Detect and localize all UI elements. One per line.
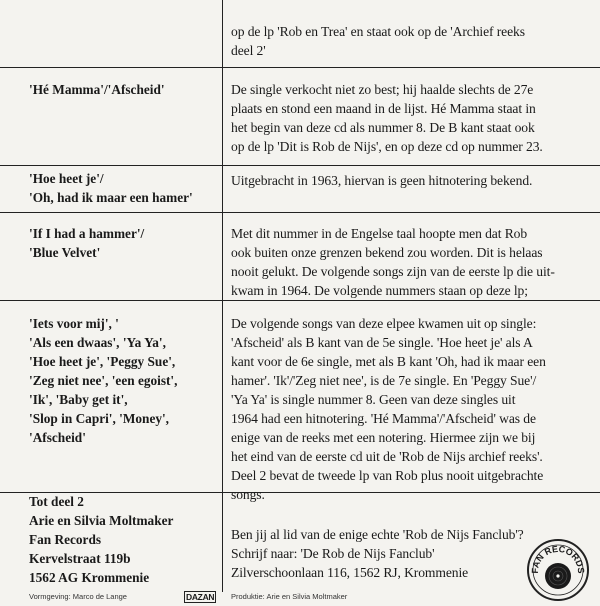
production-credit: Produktie: Arie en Silvia Moltmaker <box>231 592 348 601</box>
column-divider <box>222 0 223 592</box>
section-divider <box>0 300 600 301</box>
section-text: De volgende songs van deze elpee kwamen uit op single: 'Afscheid' als B kant van de 5e single. 'Hoe heet je' als A kant voor de 6e single, met als B kant 'Oh, had ik maar een hamer'. 'Ik'/'Zeg niet nee', is de 7e single. En 'Peggy Sue'/ 'Ya Ya' is single nummer 8. Geen van deze singles uit 1964 had een hitnotering. 'Hé Mamma'/'Afscheid' was de enige van de reeks met een notering. Hiermee zijn we bij het eind van de eerste cd uit de 'Rob de Nijs archief reeks'. Deel 2 bevat de tweede lp van Rob plus nooit uitgebrachte songs. <box>231 316 546 502</box>
section-divider <box>0 212 600 213</box>
section-text: De single verkocht niet zo best; hij haalde slechts de 27e plaats en stond een maand in de lijst. Hé Mamma staat in het begin van deze cd als nummer 8. De B kant staat ook op de lp 'Dit is Rob de Nijs', en op deze cd op nummer 23. <box>231 82 543 154</box>
design-credit: Vormgeving: Marco de Lange <box>29 592 127 601</box>
song-title: 'If I had a hammer'/ 'Blue Velvet' <box>29 226 145 260</box>
section-text: Uitgebracht in 1963, hiervan is geen hitnotering bekend. <box>231 173 533 188</box>
song-title: 'Hé Mamma'/'Afscheid' <box>29 82 165 97</box>
contact-address: Tot deel 2 Arie en Silvia Moltmaker Fan Records Kervelstraat 119b 1562 AG Krommenie <box>29 494 174 585</box>
song-list: 'Iets voor mij', ' 'Als een dwaas', 'Ya Ya', 'Hoe heet je', 'Peggy Sue', 'Zeg niet nee', 'een egoist', 'Ik', 'Baby get it', 'Slop in Capri', 'Money', 'Afscheid' <box>29 316 178 445</box>
fan-records-logo <box>526 538 590 602</box>
fan-logo-text: FAN RECORDS <box>529 543 587 574</box>
section-divider <box>0 67 600 68</box>
section-divider <box>0 165 600 166</box>
section-text: op de lp 'Rob en Trea' en staat ook op de 'Archief reeks deel 2' <box>231 24 525 58</box>
song-title: 'Hoe heet je'/ 'Oh, had ik maar een hamer' <box>29 171 193 205</box>
dazan-logo: DAZAN <box>186 592 215 602</box>
fanclub-info: Ben jij al lid van de enige echte 'Rob de Nijs Fanclub'? Schrijf naar: 'De Rob de Nijs Fanclub' Zilverschoonlaan 116, 1562 RJ, Krommenie <box>231 527 524 580</box>
section-text: Met dit nummer in de Engelse taal hoopte men dat Rob ook buiten onze grenzen bekend zou worden. Dit is helaas nooit gelukt. De volgende songs zijn van de eerste lp die uit- kwam in 1964. De volgende nummers staan op deze lp; <box>231 226 555 298</box>
